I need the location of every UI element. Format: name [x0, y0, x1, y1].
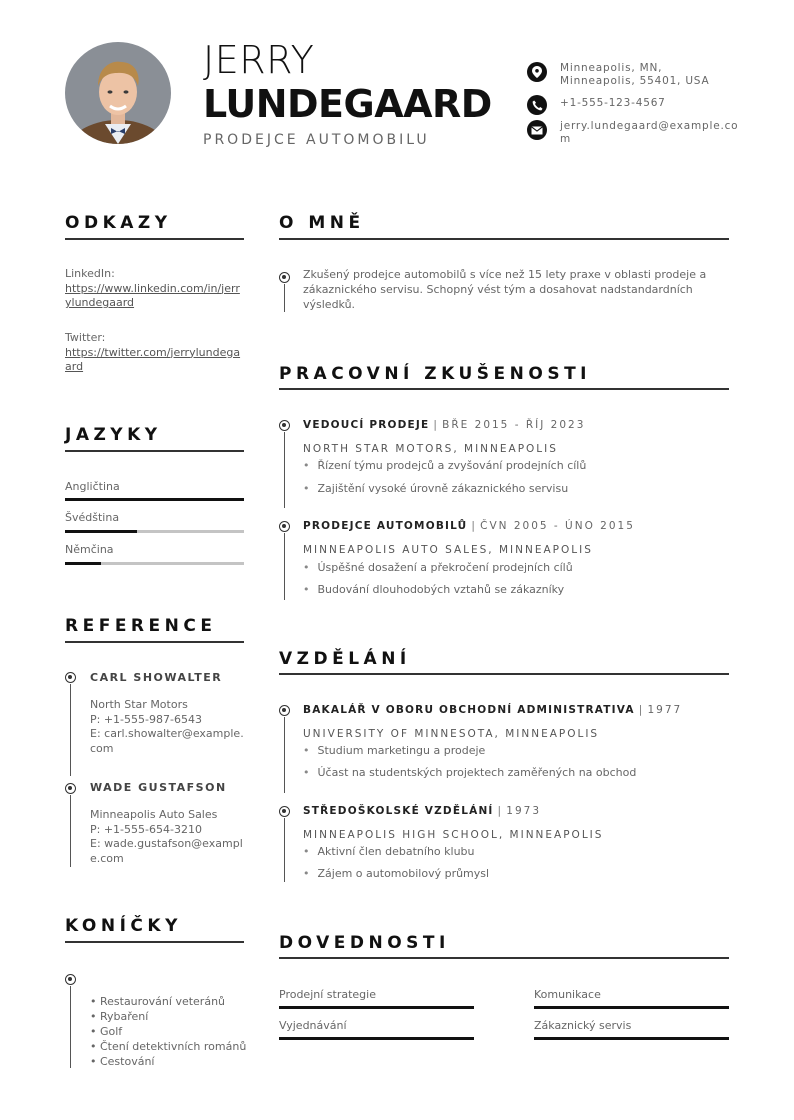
email-address: jerry.lundegaard@example.com — [560, 120, 739, 145]
degree-year: 1977 — [647, 704, 683, 716]
timeline-dot-icon — [65, 672, 76, 683]
languages-heading: JAZYKY — [65, 425, 162, 445]
twitter-link[interactable]: https://twitter.com/jerrylundegaard — [65, 345, 241, 373]
reference-company: Minneapolis Auto Sales — [90, 808, 218, 821]
school: UNIVERSITY OF MINNESOTA, MINNEAPOLIS — [303, 728, 600, 740]
experience-bullet: • Budování dlouhodobých vztahů se zákazníky — [303, 583, 564, 596]
skill-name: Komunikace — [534, 988, 601, 1001]
links-heading: ODKAZY — [65, 213, 172, 233]
degree-title: STŘEDOŠKOLSKÉ VZDĚLÁNÍ — [303, 805, 494, 817]
reference-name: CARL SHOWALTER — [90, 671, 223, 684]
timeline-line — [284, 818, 285, 882]
timeline-dot-icon — [65, 974, 76, 985]
education-bullet: • Studium marketingu a prodeje — [303, 744, 485, 757]
timeline-dot-icon — [65, 783, 76, 794]
job-title: PRODEJCE AUTOMOBILU — [203, 132, 430, 148]
school: MINNEAPOLIS HIGH SCHOOL, MINNEAPOLIS — [303, 829, 604, 841]
skill-name: Zákaznický servis — [534, 1019, 632, 1032]
hobby-item: • Restaurování veteránů — [90, 995, 226, 1008]
language-name: Němčina — [65, 543, 114, 556]
reference-company: North Star Motors — [90, 698, 188, 711]
education-bullet: • Zájem o automobilový průmysl — [303, 867, 489, 880]
hobbies-divider — [65, 941, 244, 943]
envelope-icon — [527, 120, 547, 140]
reference-email: E: wade.gustafson@example.com — [90, 837, 243, 865]
about-divider — [279, 238, 729, 240]
contact-address — [527, 62, 747, 88]
reference-details — [90, 698, 244, 756]
timeline-line — [284, 284, 285, 312]
contact-phone — [527, 95, 747, 115]
position-title: VEDOUCÍ PRODEJE — [303, 419, 430, 431]
phone-number: +1-555-123-4567 — [560, 97, 666, 109]
education-divider — [279, 673, 729, 675]
links-divider — [65, 238, 244, 240]
timeline-dot-icon — [279, 705, 290, 716]
skill-level-bar — [279, 1037, 474, 1040]
hobby-item: • Golf — [90, 1025, 123, 1038]
skill-level-bar — [534, 1037, 729, 1040]
experience-bullet: • Zajištění vysoké úrovně zákaznického servisu — [303, 482, 568, 495]
timeline-dot-icon — [279, 420, 290, 431]
timeline-line — [70, 986, 71, 1068]
profile-photo — [65, 42, 171, 144]
language-level-fill — [65, 530, 137, 533]
experience-heading: PRACOVNÍ ZKUŠENOSTI — [279, 364, 592, 384]
language-name: Švédština — [65, 511, 120, 524]
portrait-image — [65, 42, 171, 144]
hobby-item: • Čtení detektivních románů — [90, 1040, 247, 1053]
linkedin-link[interactable]: https://www.linkedin.com/in/jerrylundegaard — [65, 281, 240, 309]
language-name: Angličtina — [65, 480, 120, 493]
skill-name: Vyjednávání — [279, 1019, 347, 1032]
timeline-line — [284, 432, 285, 508]
twitter-label: Twitter: — [65, 331, 106, 344]
linkedin-block — [65, 267, 244, 311]
hobbies-list — [90, 994, 246, 1069]
location-pin-icon — [527, 62, 547, 82]
position-title: PRODEJCE AUTOMOBILŮ — [303, 520, 468, 532]
hobby-item: • Cestování — [90, 1055, 155, 1068]
twitter-block — [65, 331, 244, 375]
timeline-dot-icon — [279, 806, 290, 817]
address-line-1: Minneapolis, MN, — [560, 62, 663, 74]
languages-divider — [65, 450, 244, 452]
position-dates: ČVN 2005 - ÚNO 2015 — [480, 520, 635, 532]
reference-email: E: carl.showalter@example.com — [90, 727, 244, 755]
skill-level-bar — [279, 1006, 474, 1009]
timeline-line — [284, 533, 285, 600]
employer: MINNEAPOLIS AUTO SALES, MINNEAPOLIS — [303, 544, 593, 556]
experience-bullet: • Úspěšné dosažení a překročení prodejních cílů — [303, 561, 573, 574]
reference-details — [90, 808, 244, 866]
language-level-bar — [65, 562, 244, 565]
language-level-bar — [65, 498, 244, 501]
timeline-dot-icon — [279, 521, 290, 532]
skills-divider — [279, 957, 729, 959]
language-level-fill — [65, 498, 244, 501]
experience-divider — [279, 388, 729, 390]
skill-name: Prodejní strategie — [279, 988, 376, 1001]
contact-email — [527, 120, 747, 146]
degree-year: 1973 — [506, 805, 542, 817]
timeline-line — [70, 684, 71, 776]
hobby-item: • Rybaření — [90, 1010, 149, 1023]
employer: NORTH STAR MOTORS, MINNEAPOLIS — [303, 443, 558, 455]
education-title: STŘEDOŠKOLSKÉ VZDĚLÁNÍ | 1973 — [303, 805, 542, 817]
first-name: JERRY — [203, 38, 315, 82]
references-heading: REFERENCE — [65, 616, 217, 636]
experience-title: VEDOUCÍ PRODEJE | BŘE 2015 - ŘÍJ 2023 — [303, 419, 586, 431]
education-bullet: • Účast na studentských projektech zaměřených na obchod — [303, 766, 636, 779]
references-divider — [65, 641, 244, 643]
degree-title: BAKALÁŘ V OBORU OBCHODNÍ ADMINISTRATIVA — [303, 704, 635, 716]
hobbies-heading: KONÍČKY — [65, 916, 182, 936]
experience-title: PRODEJCE AUTOMOBILŮ | ČVN 2005 - ÚNO 2015 — [303, 520, 635, 532]
position-dates: BŘE 2015 - ŘÍJ 2023 — [442, 419, 586, 431]
address-line-2: Minneapolis, 55401, USA — [560, 75, 710, 87]
reference-name: WADE GUSTAFSON — [90, 781, 227, 794]
skill-level-bar — [534, 1006, 729, 1009]
timeline-dot-icon — [279, 272, 290, 283]
about-heading: O MNĚ — [279, 213, 365, 233]
linkedin-label: LinkedIn: — [65, 267, 115, 280]
timeline-line — [284, 717, 285, 793]
skills-heading: DOVEDNOSTI — [279, 933, 450, 953]
education-heading: VZDĚLÁNÍ — [279, 649, 411, 669]
education-bullet: • Aktivní člen debatního klubu — [303, 845, 475, 858]
reference-phone: P: +1-555-987-6543 — [90, 712, 202, 726]
phone-icon — [527, 95, 547, 115]
experience-bullet: • Řízení týmu prodejců a zvyšování prodejních cílů — [303, 459, 586, 472]
language-level-bar — [65, 530, 244, 533]
language-level-fill — [65, 562, 101, 565]
about-text: Zkušený prodejce automobilů s více než 15 lety praxe v oblasti prodeje a zákaznického servisu. Schopný vést tým a dosahovat nadstandardních výsledků. — [303, 268, 707, 311]
last-name: LUNDEGAARD — [203, 82, 492, 126]
reference-phone: P: +1-555-654-3210 — [90, 822, 202, 836]
education-title: BAKALÁŘ V OBORU OBCHODNÍ ADMINISTRATIVA | 1977 — [303, 704, 683, 716]
timeline-line — [70, 795, 71, 867]
